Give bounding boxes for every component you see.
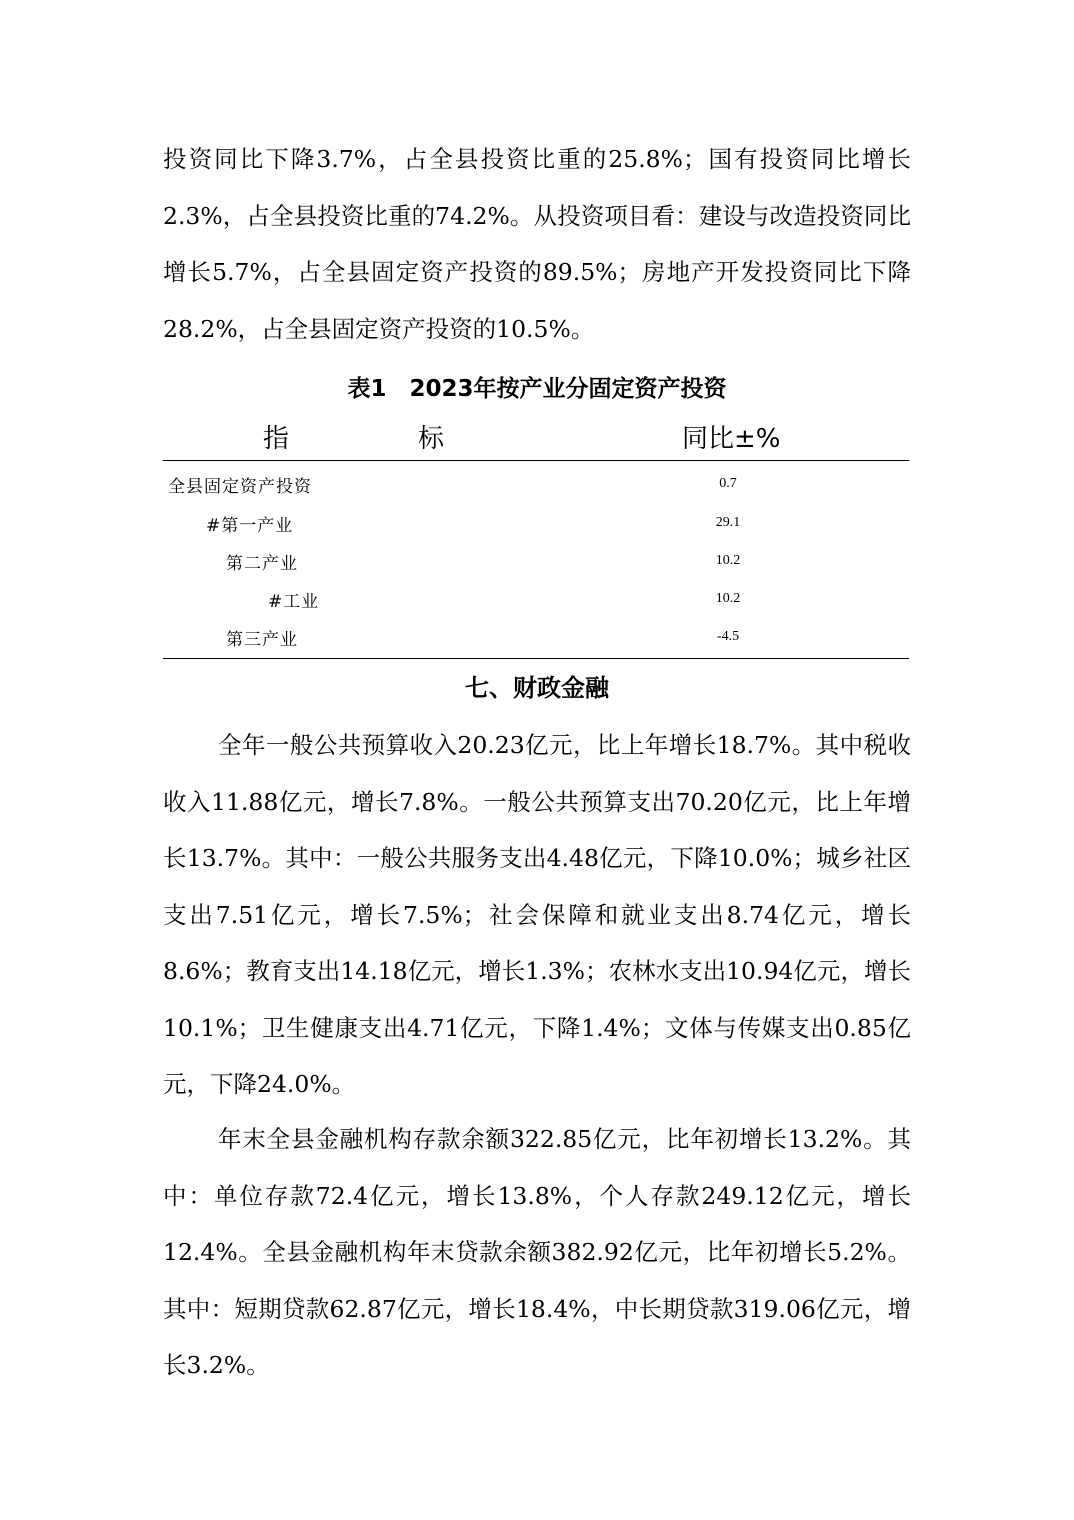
table-header-indicator-1: 指 [263,424,290,454]
table-header-change: 同比±% [682,424,781,454]
row-label: #第一产业 [206,516,294,536]
row-value: 29.1 [715,515,741,530]
paragraph-investment: 投资同比下降3.7%，占全县投资比重的25.8%；国有投资同比增长2.3%，占全县投资比重的74.2%。从投资项目看：建设与改造投资同比增长5.7%，占全县固定资产投资的89.5%；房地产开发投资同比下降28.2%，占全县固定资产投资的10.5%。 [163,145,911,343]
table-caption: 表1 2023年按产业分固定资产投资 [347,376,727,402]
table-header-indicator-2: 标 [418,424,445,454]
table-top-rule [163,460,909,461]
table-bottom-rule [163,658,909,659]
row-value: 10.2 [715,591,741,606]
row-label: #工业 [268,592,320,612]
row-value: 0.7 [719,476,737,491]
row-value: -4.5 [716,629,740,644]
section-title: 七、财政金融 [465,674,609,702]
row-label: 全县固定资产投资 [168,477,312,497]
paragraph-finance: 年末全县金融机构存款余额322.85亿元，比年初增长13.2%。其中：单位存款72.4亿元，增长13.8%，个人存款249.12亿元，增长12.4%。全县金融机构年末贷款余额382.92亿元，比年初增长5.2%。其中：短期贷款62.87亿元，增长18.4%，中长期贷款319.06亿元，增长3.2%。 [163,1125,911,1379]
paragraph-fiscal: 全年一般公共预算收入20.23亿元，比上年增长18.7%。其中税收收入11.88亿元，增长7.8%。一般公共预算支出70.20亿元，比上年增长13.7%。其中：一般公共服务支出4.48亿元，下降10.0%；城乡社区支出7.51亿元，增长7.5%；社会保障和就业支出8.74亿元，增长8.6%；教育支出14.18亿元，增长1.3%；农林水支出10.94亿元，增长10.1%；卫生健康支出4.71亿元，下降1.4%；文体与传媒支出0.85亿元，下降24.0%。 [163,731,911,1098]
row-label: 第二产业 [226,554,298,574]
row-label: 第三产业 [226,630,298,650]
row-value: 10.2 [715,553,741,568]
